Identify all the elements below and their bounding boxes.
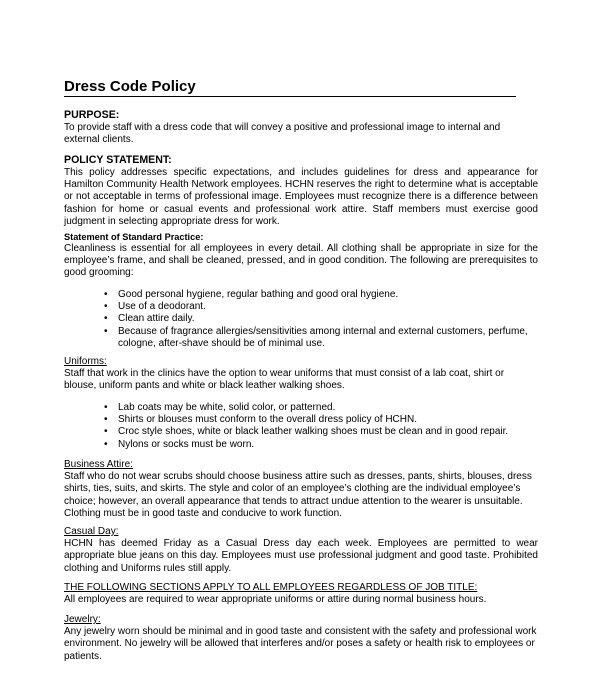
uniforms-text: Staff that work in the clinics have the option to wear uniforms that must consist of a lab coat, shirt or blouse, uniform pants and white or black leather walking shoes. xyxy=(64,368,505,392)
purpose-text: To provide staff with a dress code that will convey a positive and professional image to internal and external clients. xyxy=(64,122,501,146)
bullet-icon: • xyxy=(104,414,108,426)
casual-heading: Casual Day: xyxy=(64,526,119,537)
jewelry-section xyxy=(64,614,538,663)
list-item: • Croc style shoes, white or black leather walking shoes must be clean and in good repair. xyxy=(104,426,509,438)
casual-text: HCHN has deemed Friday as a Casual Dress day each week. Employees are permitted to wear appropriate blue jeans on this day. Employees must use professional judgment and good taste. Prohibited clothing and Uniforms rules still apply. xyxy=(64,538,538,574)
uniforms-heading: Uniforms: xyxy=(64,356,107,367)
policy-section xyxy=(64,154,538,228)
uniforms-bullet-list xyxy=(104,402,536,451)
bullet-icon: • xyxy=(104,301,108,313)
business-heading: Business Attire: xyxy=(64,459,133,470)
list-item: • Shirts or blouses must conform to the overall dress policy of HCHN. xyxy=(104,414,417,426)
list-item: • Use of a deodorant. xyxy=(104,301,206,313)
title-underline xyxy=(64,78,516,97)
standard-section xyxy=(64,231,538,280)
casual-section xyxy=(64,526,538,575)
bullet-icon: • xyxy=(104,402,108,413)
list-item: • Because of fragrance allergies/sensitivities among internal and external customers, perfume, cologne, after-shave should be of minimal use. xyxy=(104,325,528,349)
list-item: • Good personal hygiene, regular bathing and good oral hygiene. xyxy=(104,289,399,300)
list-item: • Nylons or socks must be worn. xyxy=(104,438,255,450)
policy-text: This policy addresses specific expectations, and includes guidelines for dress and appearance for Hamilton Community Health Network employees. HCHN reserves the right to determine what is acceptable or not acceptable in terms of professional image. Employees must recognize there is a difference between fashion for home or casual events and professional work attire. Staff members must exercise good judgment in selecting appropriate dress for work. xyxy=(64,167,538,227)
purpose-heading: PURPOSE: xyxy=(64,109,120,121)
uniforms-section xyxy=(64,356,538,393)
all-employees-section xyxy=(64,582,538,606)
business-section xyxy=(64,459,538,520)
all-employees-heading: THE FOLLOWING SECTIONS APPLY TO ALL EMPLOYEES REGARDLESS OF JOB TITLE: xyxy=(64,582,478,593)
purpose-section xyxy=(64,109,538,146)
bullet-icon: • xyxy=(104,289,108,300)
standard-bullet-list xyxy=(104,289,536,350)
business-text: Staff who do not wear scrubs should choose business attire such as dresses, pants, shirts, blouses, dress shirts, ties, suits, and skirts. The style and color of an employee’s clothing are the individual employee’s choice; however, an overall appearance that tends to attract undue attention to the wearer is unsuitable. Clothing must be in good taste and conducive to work function. xyxy=(64,471,532,519)
list-item: • Lab coats may be white, solid color, or patterned. xyxy=(104,402,336,413)
list-item: • Clean attire daily. xyxy=(104,313,195,325)
bullet-icon: • xyxy=(104,313,108,325)
jewelry-text: Any jewelry worn should be minimal and in good taste and consistent with the safety and professional work environment. No jewelry will be allowed that interferes and/or poses a safety or health risk to employees or patients. xyxy=(64,626,537,662)
page-title: Dress Code Policy xyxy=(64,78,196,95)
bullet-icon: • xyxy=(104,325,108,337)
standard-text: Cleanliness is essential for all employees in every detail. All clothing shall be appropriate in size for the employee’s frame, and shall be cleaned, pressed, and in good condition. The following are prerequisites to good grooming: xyxy=(64,243,538,279)
all-employees-text: All employees are required to wear appropriate uniforms or attire during normal business hours. xyxy=(64,594,487,606)
jewelry-heading: Jewelry: xyxy=(64,614,101,625)
bullet-icon: • xyxy=(104,426,108,438)
standard-heading: Statement of Standard Practice: xyxy=(64,232,204,242)
policy-heading: POLICY STATEMENT: xyxy=(64,154,172,166)
bullet-icon: • xyxy=(104,438,108,450)
